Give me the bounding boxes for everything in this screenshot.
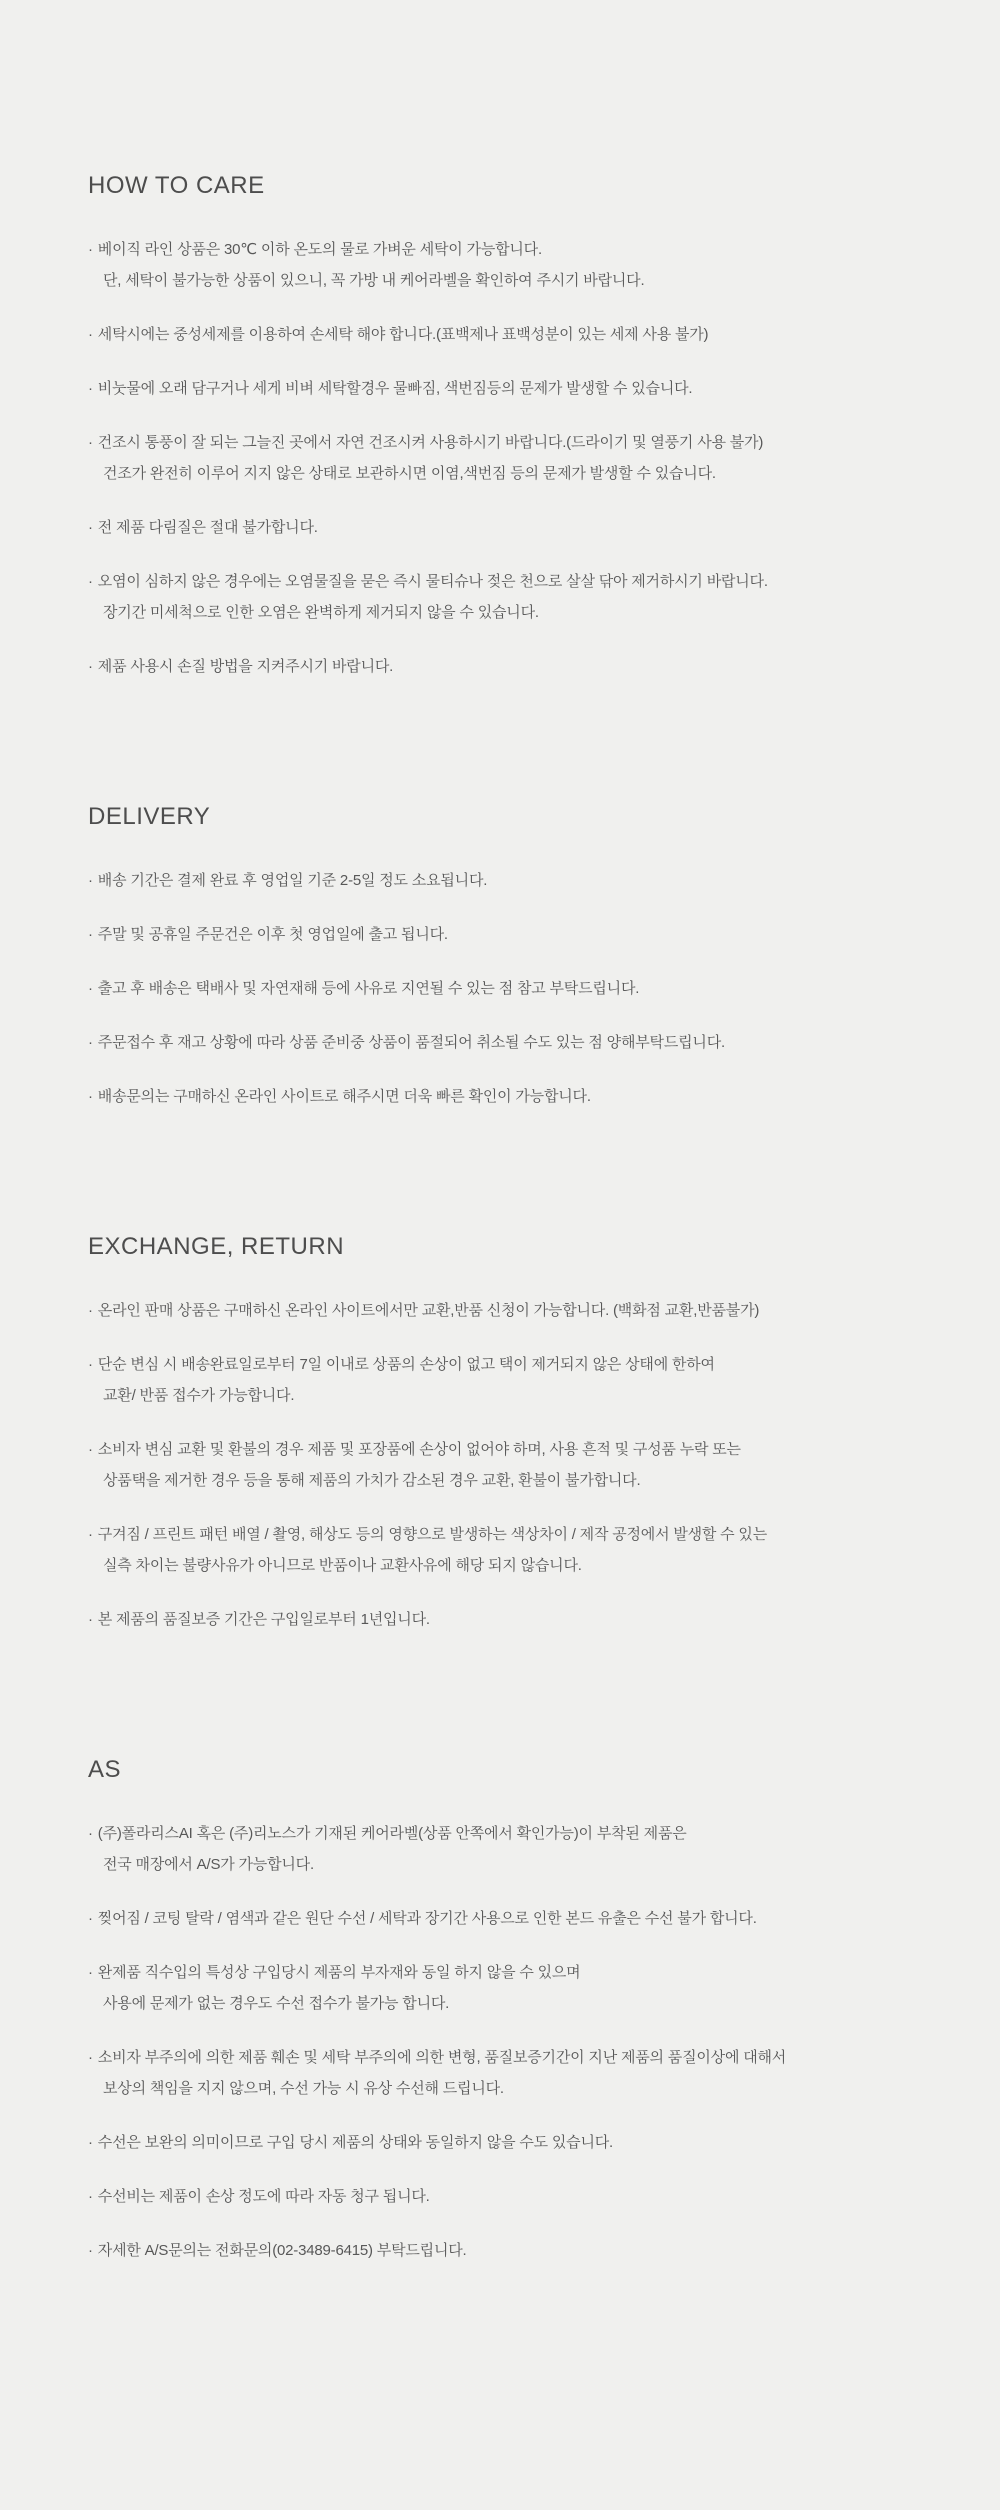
info-item-line-first xyxy=(88,1295,960,1326)
info-item xyxy=(88,2181,960,2212)
bullet-dot: · xyxy=(88,380,93,397)
bullet-dot: · xyxy=(88,2049,93,2066)
info-item-line-first xyxy=(88,651,960,682)
info-item-text: 베이직 라인 상품은 30℃ 이하 온도의 물로 가벼운 세탁이 가능합니다. xyxy=(97,241,542,258)
section-delivery xyxy=(88,802,960,1112)
info-item-line-first xyxy=(88,2127,960,2158)
info-item-text: 배송문의는 구매하신 온라인 사이트로 해주시면 더욱 빠른 확인이 가능합니다. xyxy=(97,1088,591,1105)
info-item-line-first xyxy=(88,2235,960,2266)
info-item xyxy=(88,1604,960,1635)
info-item-text: 세탁시에는 중성세제를 이용하여 손세탁 해야 합니다.(표백제나 표백성분이 있는 세제 사용 불가) xyxy=(97,326,709,343)
section-items xyxy=(88,234,960,682)
info-item-line-first xyxy=(88,1027,960,1058)
info-item xyxy=(88,319,960,350)
info-item-line-first xyxy=(88,2042,960,2073)
info-item-line-first xyxy=(88,919,960,950)
info-item-line-cont: 사용에 문제가 없는 경우도 수선 접수가 불가능 합니다. xyxy=(103,1995,450,2012)
bullet-dot: · xyxy=(88,1910,93,1927)
bullet-dot: · xyxy=(88,658,93,675)
bullet-dot: · xyxy=(88,1611,93,1628)
info-item-line-first xyxy=(88,1903,960,1934)
info-item-text: 완제품 직수입의 특성상 구입당시 제품의 부자재와 동일 하지 않을 수 있으며 xyxy=(97,1964,581,1981)
info-item xyxy=(88,651,960,682)
info-item xyxy=(88,919,960,950)
info-item-text: 구겨짐 / 프린트 패턴 배열 / 촬영, 해상도 등의 영향으로 발생하는 색상차이 / 제작 공정에서 발생할 수 있는 xyxy=(97,1526,768,1543)
bullet-dot: · xyxy=(88,241,93,258)
info-item-text: 수선은 보완의 의미이므로 구입 당시 제품의 상태와 동일하지 않을 수도 있습니다. xyxy=(97,2134,614,2151)
bullet-dot: · xyxy=(88,926,93,943)
bullet-dot: · xyxy=(88,1302,93,1319)
info-item xyxy=(88,427,960,489)
info-item-text: 오염이 심하지 않은 경우에는 오염물질을 묻은 즉시 물티슈나 젖은 천으로 살살 닦아 제거하시기 바랍니다. xyxy=(97,573,768,590)
info-item-line-cont: 전국 매장에서 A/S가 가능합니다. xyxy=(103,1856,314,1873)
bullet-dot: · xyxy=(88,2188,93,2205)
section-title: EXCHANGE, RETURN xyxy=(88,1233,345,1260)
bullet-dot: · xyxy=(88,1088,93,1105)
section-title: AS xyxy=(88,1756,122,1783)
bullet-dot: · xyxy=(88,872,93,889)
info-item-line-first xyxy=(88,234,960,265)
bullet-dot: · xyxy=(88,1825,93,1842)
info-item xyxy=(88,1434,960,1496)
info-item-line-first xyxy=(88,2181,960,2212)
bullet-dot: · xyxy=(88,519,93,536)
info-item xyxy=(88,1081,960,1112)
info-item-line-cont: 실측 차이는 불량사유가 아니므로 반품이나 교환사유에 해당 되지 않습니다. xyxy=(103,1557,582,1574)
info-item-line-first xyxy=(88,1434,960,1465)
info-item-line-first xyxy=(88,566,960,597)
bullet-dot: · xyxy=(88,1964,93,1981)
section-items xyxy=(88,865,960,1112)
info-item-line-cont: 상품택을 제거한 경우 등을 통해 제품의 가치가 감소된 경우 교환, 환불이 불가합니다. xyxy=(103,1472,641,1489)
info-item-text: 본 제품의 품질보증 기간은 구입일로부터 1년입니다. xyxy=(97,1611,430,1628)
info-item xyxy=(88,512,960,543)
info-item-line-first xyxy=(88,373,960,404)
info-item xyxy=(88,1818,960,1880)
info-item xyxy=(88,865,960,896)
info-item-text: 주문접수 후 재고 상황에 따라 상품 준비중 상품이 품절되어 취소될 수도 있는 점 양해부탁드립니다. xyxy=(97,1034,725,1051)
section-title: DELIVERY xyxy=(88,803,211,830)
info-item-text: 온라인 판매 상품은 구매하신 온라인 사이트에서만 교환,반품 신청이 가능합니다. (백화점 교환,반품불가) xyxy=(97,1302,760,1319)
info-item xyxy=(88,1957,960,2019)
section-items xyxy=(88,1295,960,1635)
bullet-dot: · xyxy=(88,573,93,590)
bullet-dot: · xyxy=(88,326,93,343)
info-item-text: 주말 및 공휴일 주문건은 이후 첫 영업일에 출고 됩니다. xyxy=(97,926,448,943)
bullet-dot: · xyxy=(88,2134,93,2151)
info-item-line-first xyxy=(88,1957,960,1988)
info-item xyxy=(88,2235,960,2266)
info-item-line-first xyxy=(88,1349,960,1380)
info-item-text: (주)폴라리스AI 혹은 (주)리노스가 기재된 케어라벨(상품 안쪽에서 확인가능)이 부착된 제품은 xyxy=(97,1825,687,1842)
bullet-dot: · xyxy=(88,434,93,451)
info-item-line-first xyxy=(88,512,960,543)
section-how-to-care xyxy=(88,171,960,682)
info-item-text: 건조시 통풍이 잘 되는 그늘진 곳에서 자연 건조시켜 사용하시기 바랍니다.(드라이기 및 열풍기 사용 불가) xyxy=(97,434,764,451)
info-item-text: 출고 후 배송은 택배사 및 자연재해 등에 사유로 지연될 수 있는 점 참고 부탁드립니다. xyxy=(97,980,640,997)
info-item-text: 비눗물에 오래 담구거나 세게 비벼 세탁할경우 물빠짐, 색번짐등의 문제가 발생할 수 있습니다. xyxy=(97,380,693,397)
info-item xyxy=(88,1903,960,1934)
info-item xyxy=(88,1519,960,1581)
info-item-line-first xyxy=(88,1604,960,1635)
info-item-text: 자세한 A/S문의는 전화문의(02-3489-6415) 부탁드립니다. xyxy=(97,2242,467,2259)
sections-container xyxy=(88,171,960,2266)
info-item-line-first xyxy=(88,865,960,896)
info-item xyxy=(88,1295,960,1326)
bullet-dot: · xyxy=(88,1526,93,1543)
info-item-text: 수선비는 제품이 손상 정도에 따라 자동 청구 됩니다. xyxy=(97,2188,430,2205)
info-item-line-cont: 건조가 완전히 이루어 지지 않은 상태로 보관하시면 이염,색번짐 등의 문제가 발생할 수 있습니다. xyxy=(103,465,716,482)
bullet-dot: · xyxy=(88,1034,93,1051)
info-item-line-first xyxy=(88,1519,960,1550)
section-as xyxy=(88,1755,960,2266)
info-item-line-first xyxy=(88,1818,960,1849)
info-item-text: 소비자 부주의에 의한 제품 훼손 및 세탁 부주의에 의한 변형, 품질보증기간이 지난 제품의 품질이상에 대해서 xyxy=(97,2049,787,2066)
info-item-line-first xyxy=(88,319,960,350)
info-item xyxy=(88,1349,960,1411)
info-item-line-first xyxy=(88,973,960,1004)
section-title: HOW TO CARE xyxy=(88,172,265,199)
section-items xyxy=(88,1818,960,2266)
info-item-text: 단순 변심 시 배송완료일로부터 7일 이내로 상품의 손상이 없고 택이 제거되지 않은 상태에 한하여 xyxy=(97,1356,715,1373)
bullet-dot: · xyxy=(88,2242,93,2259)
info-item-text: 제품 사용시 손질 방법을 지켜주시기 바랍니다. xyxy=(97,658,394,675)
bullet-dot: · xyxy=(88,1441,93,1458)
info-item-text: 소비자 변심 교환 및 환불의 경우 제품 및 포장품에 손상이 없어야 하며, 사용 흔적 및 구성품 누락 또는 xyxy=(97,1441,741,1458)
info-item xyxy=(88,973,960,1004)
info-item-line-cont: 보상의 책임을 지지 않으며, 수선 가능 시 유상 수선해 드립니다. xyxy=(103,2080,504,2097)
info-item-text: 찢어짐 / 코팅 탈락 / 염색과 같은 원단 수선 / 세탁과 장기간 사용으로 인한 본드 유출은 수선 불가 합니다. xyxy=(97,1910,757,1927)
info-item-line-cont: 교환/ 반품 접수가 가능합니다. xyxy=(103,1387,295,1404)
info-item xyxy=(88,234,960,296)
info-item xyxy=(88,2127,960,2158)
info-item xyxy=(88,373,960,404)
info-item-line-first xyxy=(88,1081,960,1112)
info-item xyxy=(88,2042,960,2104)
info-item xyxy=(88,1027,960,1058)
info-item-text: 전 제품 다림질은 절대 불가합니다. xyxy=(97,519,318,536)
bullet-dot: · xyxy=(88,980,93,997)
info-item-line-cont: 단, 세탁이 불가능한 상품이 있으니, 꼭 가방 내 케어라벨을 확인하여 주시기 바랍니다. xyxy=(103,272,645,289)
info-item-text: 배송 기간은 결제 완료 후 영업일 기준 2-5일 정도 소요됩니다. xyxy=(97,872,488,889)
section-exchange-return xyxy=(88,1232,960,1635)
info-item-line-cont: 장기간 미세척으로 인한 오염은 완벽하게 제거되지 않을 수 있습니다. xyxy=(103,604,539,621)
bullet-dot: · xyxy=(88,1356,93,1373)
info-item xyxy=(88,566,960,628)
info-item-line-first xyxy=(88,427,960,458)
